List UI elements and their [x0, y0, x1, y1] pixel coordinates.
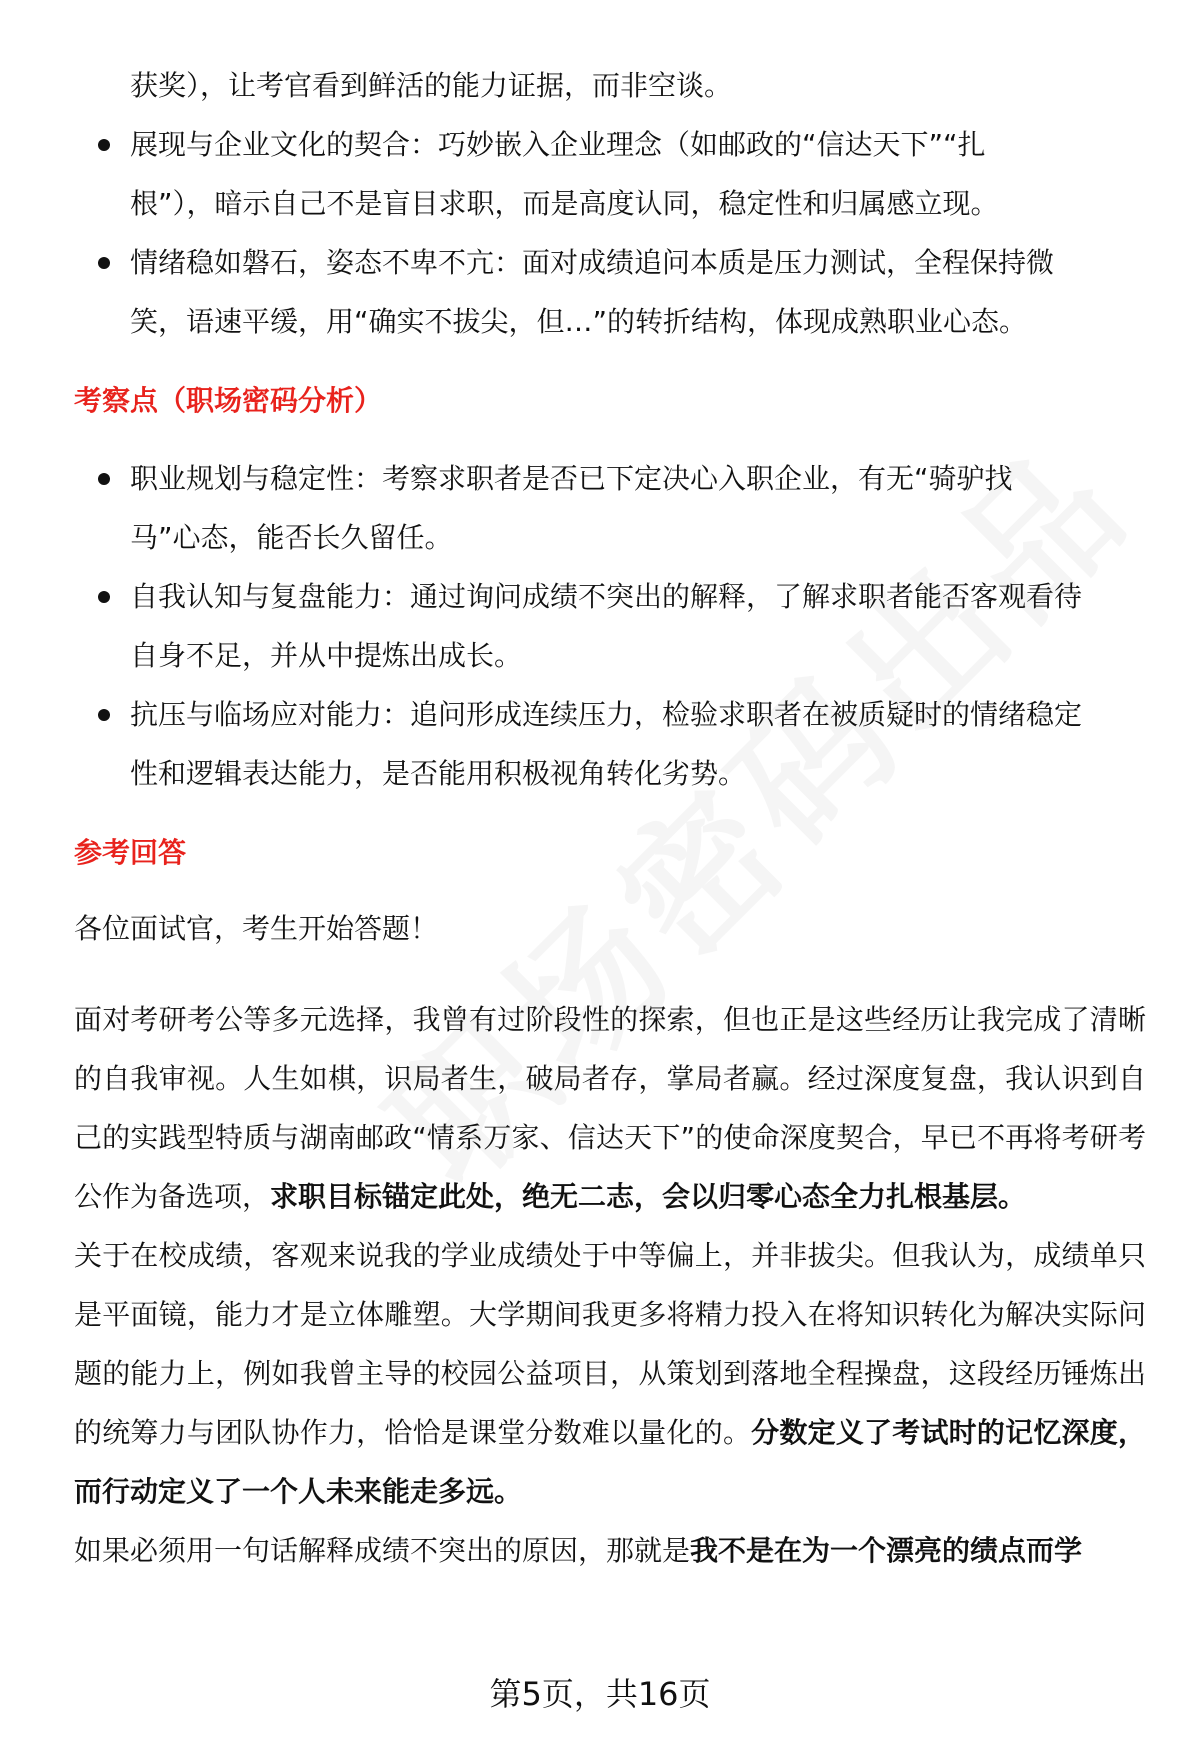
paragraph-bold-text: 分数定义了考试时的记忆深度，而行动定义了一个人未来能走多远。 — [74, 1416, 1146, 1508]
list-item-line: 性和逻辑表达能力，是否能用积极视角转化劣势。 — [130, 757, 747, 790]
list-item — [74, 685, 1146, 803]
paragraph-text: 关于在校成绩，客观来说我的学业成绩处于中等偏上，并非拔尖。但我认为，成绩单只是平面镜，能力才是立体雕塑。大学期间我更多将精力投入在将知识转化为解决实际问题的能力上，例如我曾主导的校园公益项目，从策划到落地全程操盘，这段经历锤炼出的统筹力与团队协作力，恰恰是课堂分数难以量化的。 — [74, 1239, 1146, 1449]
answer-paragraph-1 — [74, 990, 1146, 1226]
paragraph-bold-text: 我不是在为一个漂亮的绩点而学 — [690, 1534, 1083, 1567]
paragraph-bold-text: 求职目标锚定此处，绝无二志，会以归零心态全力扎根基层。 — [270, 1180, 1027, 1213]
bullet-dot-icon — [98, 257, 110, 269]
list-item-line: 抗压与临场应对能力：追问形成连续压力，检验求职者在被质疑时的情绪稳定 — [130, 698, 1083, 731]
answer-paragraph-2 — [74, 1226, 1146, 1521]
bullet-list-exam — [74, 449, 1146, 803]
bullet-dot-icon — [98, 473, 110, 485]
bullet-list-top — [74, 115, 1146, 351]
list-item — [74, 233, 1146, 351]
list-item-line: 职业规划与稳定性：考察求职者是否已下定决心入职企业，有无“骑驴找 — [130, 462, 1013, 495]
page-footer: 第5页，共16页 — [489, 1675, 711, 1713]
list-item — [74, 115, 1146, 233]
document-page — [74, 56, 1146, 1580]
bullet-dot-icon — [98, 709, 110, 721]
list-item-line: 展现与企业文化的契合：巧妙嵌入企业理念（如邮政的“信达天下”“扎 — [130, 128, 986, 161]
list-item-line: 笑，语速平缓，用“确实不拔尖，但…”的转折结构，体现成熟职业心态。 — [130, 305, 1028, 338]
list-item-line: 自身不足，并从中提炼出成长。 — [130, 639, 523, 672]
answer-greeting: 各位面试官，考生开始答题！ — [74, 912, 439, 945]
list-item-line: 自我认知与复盘能力：通过询问成绩不突出的解释，了解求职者能否客观看待 — [130, 580, 1083, 613]
list-item-line: 情绪稳如磐石，姿态不卑不亢：面对成绩追问本质是压力测试，全程保持微 — [130, 246, 1055, 279]
paragraph-text: 如果必须用一句话解释成绩不突出的原因，那就是 — [74, 1534, 691, 1567]
list-item — [74, 567, 1146, 685]
paragraph-text: 面对考研考公等多元选择，我曾有过阶段性的探索，但也正是这些经历让我完成了清晰的自我审视。人生如棋，识局者生，破局者存，掌局者赢。经过深度复盘，我认识到自己的实践型特质与湖南邮政“情系万家、信达天下”的使命深度契合，早已不再将考研考公作为备选项， — [74, 1003, 1146, 1213]
list-item-line: 根”），暗示自己不是盲目求职，而是高度认同，稳定性和归属感立现。 — [130, 187, 999, 220]
bullet-dot-icon — [98, 591, 110, 603]
bullet-dot-icon — [98, 139, 110, 151]
section-title-answer: 参考回答 — [74, 836, 187, 869]
list-item — [74, 449, 1146, 567]
answer-paragraph-3 — [74, 1521, 1146, 1580]
intro-continuation: 获奖），让考官看到鲜活的能力证据，而非空谈。 — [130, 69, 733, 102]
list-item-line: 马”心态，能否长久留任。 — [130, 521, 453, 554]
section-title-exam: 考察点（职场密码分析） — [74, 384, 383, 417]
